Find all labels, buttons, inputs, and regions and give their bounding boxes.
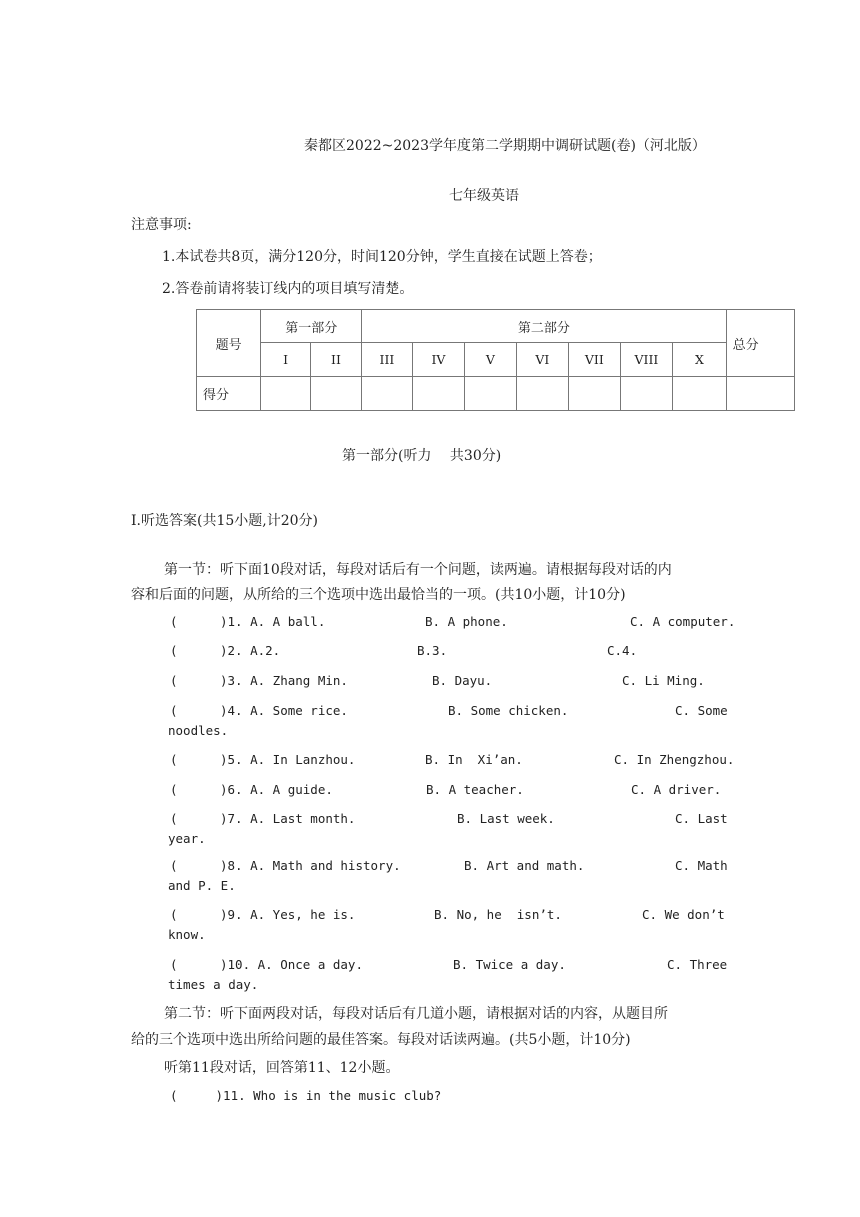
- score-cell[interactable]: [310, 377, 361, 411]
- option-c-continued: noodles.: [168, 723, 229, 738]
- option-b: B. Some chicken.: [448, 703, 569, 718]
- answer-paren[interactable]: (: [170, 957, 178, 972]
- answer-paren[interactable]: (: [170, 907, 178, 922]
- score-cell[interactable]: [412, 377, 464, 411]
- exam-title: 秦都区2022~2023学年度第二学期期中调研试题(卷)（河北版）: [304, 138, 706, 154]
- sec2-instruction-line1: 第二节：听下面两段对话，每段对话后有几道小题，请根据对话的内容，从题目所: [164, 1006, 668, 1022]
- option-a: )9. A. Yes, he is.: [220, 907, 356, 922]
- option-c: C. We don’t: [642, 907, 725, 922]
- option-a: )1. A. A ball.: [220, 614, 326, 629]
- notice-item-1: 1.本试卷共8页，满分120分，时间120分钟，学生直接在试题上答卷；: [162, 249, 602, 265]
- sec1-instruction-line1: 第一节：听下面10段对话，每段对话后有一个问题，读两遍。请根据每段对话的内: [164, 562, 672, 578]
- col-header: [362, 343, 413, 377]
- answer-paren[interactable]: (: [170, 858, 178, 873]
- option-c-continued: know.: [168, 927, 206, 942]
- score-cell[interactable]: [569, 377, 621, 411]
- answer-paren[interactable]: (: [170, 614, 178, 629]
- part1-header: [261, 310, 362, 343]
- option-c-continued: year.: [168, 831, 206, 846]
- option-b: B. Art and math.: [464, 858, 585, 873]
- col-header: [620, 343, 673, 377]
- option-b: B. No, he isn’t.: [434, 907, 562, 922]
- col-label: IV: [431, 352, 446, 367]
- dialog11-intro: 听第11段对话，回答第11、12小题。: [164, 1060, 400, 1076]
- part2-header-label: 第二部分: [517, 320, 570, 336]
- col-header: [412, 343, 464, 377]
- option-c: C. In Zhengzhou.: [614, 752, 735, 767]
- answer-paren[interactable]: (: [170, 673, 178, 688]
- answer-paren[interactable]: (: [170, 1088, 178, 1103]
- option-c: C. Math: [675, 858, 728, 873]
- option-a: )6. A. A guide.: [220, 782, 333, 797]
- option-b: B. Twice a day.: [453, 957, 566, 972]
- answer-paren[interactable]: (: [170, 752, 178, 767]
- option-c: C. A computer.: [630, 614, 736, 629]
- col-header: [673, 343, 726, 377]
- option-b: B. Last week.: [457, 811, 555, 826]
- score-label: 得分: [203, 388, 230, 403]
- question-11: [170, 1088, 441, 1103]
- col-header: [569, 343, 621, 377]
- answer-paren[interactable]: (: [170, 703, 178, 718]
- total-header-label: 总分: [732, 337, 759, 353]
- answer-paren[interactable]: (: [170, 811, 178, 826]
- option-c: C. Some: [675, 703, 728, 718]
- option-b: B. A teacher.: [426, 782, 524, 797]
- col-label: X: [694, 352, 704, 367]
- option-c: C.4.: [607, 643, 638, 658]
- total-header: [726, 310, 794, 377]
- row-label-cell: [197, 310, 261, 377]
- sec1-instruction-line2: 容和后面的问题，从所给的三个选项中选出最恰当的一项。(共10小题，计10分): [131, 587, 626, 603]
- part2-header: [362, 310, 726, 343]
- answer-paren[interactable]: (: [170, 782, 178, 797]
- score-cell[interactable]: [465, 377, 516, 411]
- option-a: )2. A.2.: [220, 643, 281, 658]
- col-label: V: [485, 352, 495, 367]
- score-cell[interactable]: [620, 377, 673, 411]
- col-label: VIII: [634, 352, 659, 367]
- section-title: Ⅰ.听选答案(共15小题,计20分): [131, 513, 318, 529]
- col-label: I: [283, 352, 289, 367]
- option-c: C. Li Ming.: [622, 673, 705, 688]
- col-label: II: [331, 352, 341, 367]
- col-label: VI: [535, 352, 550, 367]
- score-cell[interactable]: [362, 377, 413, 411]
- option-a: )7. A. Last month.: [220, 811, 356, 826]
- option-c: C. Last: [675, 811, 728, 826]
- option-b: B. Dayu.: [432, 673, 493, 688]
- sec2-instruction-line2: 给的三个选项中选出所给问题的最佳答案。每段对话读两遍。(共5小题，计10分): [131, 1032, 631, 1048]
- col-label: III: [379, 352, 395, 367]
- score-cell[interactable]: [516, 377, 568, 411]
- col-label: VII: [584, 352, 604, 367]
- option-c: C. A driver.: [631, 782, 722, 797]
- option-c-continued: times a day.: [168, 977, 259, 992]
- total-score-cell[interactable]: [726, 377, 794, 411]
- score-cell[interactable]: [673, 377, 726, 411]
- row-label: 题号: [215, 337, 242, 353]
- question-text: )11. Who is in the music club?: [215, 1088, 442, 1103]
- option-a: )4. A. Some rice.: [220, 703, 348, 718]
- option-a: )5. A. In Lanzhou.: [220, 752, 356, 767]
- score-table: [196, 309, 795, 411]
- option-c: C. Three: [667, 957, 728, 972]
- notice-heading: 注意事项:: [131, 217, 192, 233]
- col-header: [465, 343, 516, 377]
- score-cell[interactable]: [261, 377, 310, 411]
- answer-paren[interactable]: (: [170, 643, 178, 658]
- part1-title: 第一部分(听力 共30分): [342, 448, 502, 464]
- option-a: )3. A. Zhang Min.: [220, 673, 348, 688]
- col-header: [516, 343, 568, 377]
- notice-item-2: 2.答卷前请将装订线内的项目填写清楚。: [162, 281, 414, 297]
- score-label-cell: [197, 377, 261, 411]
- col-header: [261, 343, 310, 377]
- option-b: B. In Xi’an.: [425, 752, 523, 767]
- option-b: B. A phone.: [425, 614, 508, 629]
- exam-subject: 七年级英语: [449, 188, 519, 204]
- part1-header-label: 第一部分: [285, 320, 338, 336]
- option-a: )8. A. Math and history.: [220, 858, 401, 873]
- option-a: )10. A. Once a day.: [220, 957, 363, 972]
- col-header: [310, 343, 361, 377]
- option-c-continued: and P. E.: [168, 878, 236, 893]
- option-b: B.3.: [417, 643, 448, 658]
